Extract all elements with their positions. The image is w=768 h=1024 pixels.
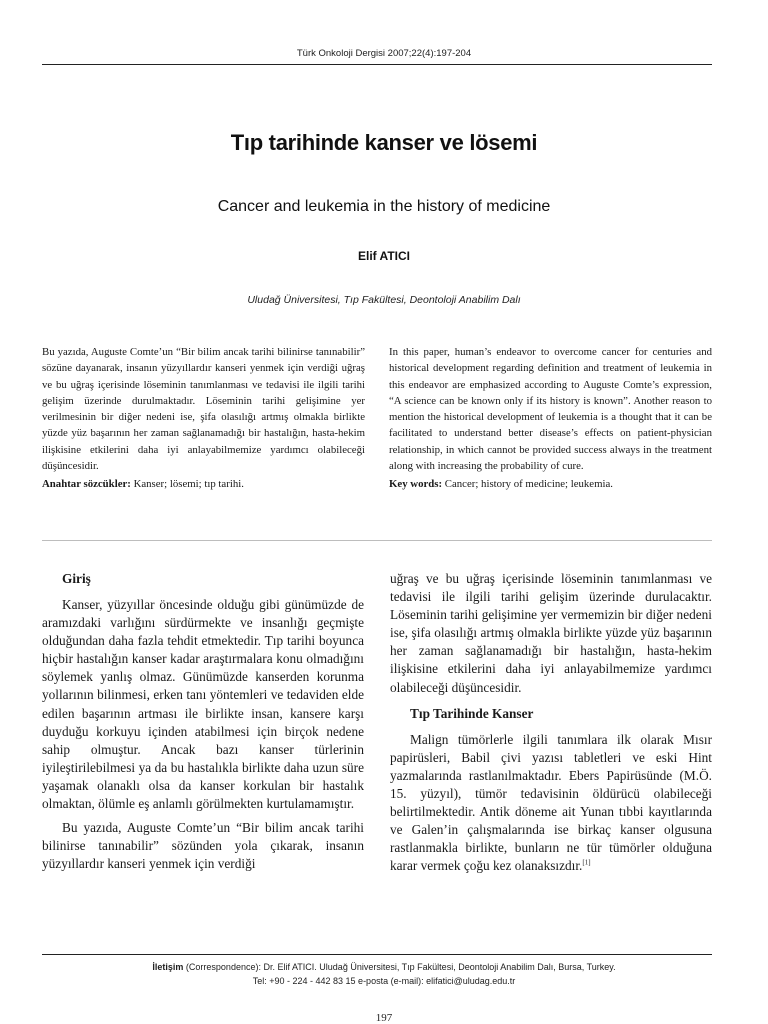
keywords-turkish-label: Anahtar sözcükler: (42, 478, 131, 491)
body-column-left (42, 570, 364, 873)
body-paragraph-3-text: Malign tümörlerle ilgili tanımlara ilk olarak Mısır papirüsleri, Babil çivi yazısı tabletleri ve eski Hint yazmalarında rastlanılmaktadır. Ebers Papirüsünde (M.Ö. 15. yüzyıl), tümör tedavisinin öldürücü olabileceği belirtilmektedir. Antik döneme ait Yunan tıbbi kayıtlarında ve Galen’in çalışmalarında ise birkaç kanser olgusuna rastlanmakla birlikte, bunların ne tür tümörler olduğuna karar vermek çoğu kez olanaksızdır. (390, 731, 712, 874)
body-paragraph-2: Bu yazıda, Auguste Comte’un “Bir bilim ancak tarihi bilinirse tanınabilir” sözünden yola çıkarak, insanın yüzyıllardır kanseri yenmek için verdiği (42, 820, 364, 872)
author-name: Elif ATICI (358, 249, 410, 263)
header-rule (42, 64, 712, 65)
section-heading-history: Tıp Tarihinde Kanser (410, 705, 534, 721)
author-affiliation: Uludağ Üniversitesi, Tıp Fakültesi, Deontoloji Anabilim Dalı (247, 294, 521, 306)
footer-rule (42, 954, 712, 955)
abstract-english (389, 344, 712, 493)
correspondence-text: (Correspondence): Dr. Elif ATICI. Uludağ Üniversitesi, Tıp Fakültesi, Deontoloji Anabilim Dalı, Bursa, Turkey. (183, 962, 616, 972)
abstract-turkish-text: Bu yazıda, Auguste Comte’un “Bir bilim ancak tarihi bilinirse tanınabilir” sözüne dayanarak, insanın yüzyıllardır kanseri yenmek için verdiği uğraş ve bu uğraş içerisinde löseminin tanımlanması ve tedavisi ile ilgili tarihi gelişim üzerinde durulmaktadır. Löseminin tarihi gelişimine yer verilmesinin bir diğer nedeni ise, şifa olasılığı artmış olmakla birlikte yüzde yüz başarının her zaman sağlanamadığı bir hastalığın, hasta-hekim ilişkisine etkilerini daha iyi anlayabilmemize yardımcı olabileceği düşüncesidir. (42, 346, 365, 473)
abstract-divider (42, 540, 712, 541)
article-subtitle: Cancer and leukemia in the history of medicine (217, 198, 551, 215)
body-paragraph-2-continued: uğraş ve bu uğraş içerisinde löseminin tanımlanması ve tedavisi ile ilgili tarihi gelişim üzerinde durulacaktır. Löseminin tarihi gelişimine yer vermemizin bir diğer nedeni ise, şifa olasılığı artmış olmakla birlikte yüzde yüz başarının her zaman sağlanamadığı bir hastalığın, hasta-hekim ilişkisine etkilerini daha iyi anlayabilmemize yardımcı olabileceği düşüncesidir. (390, 571, 712, 695)
page-number: 197 (375, 1012, 393, 1024)
contact-line: Tel: +90 - 224 - 442 83 15 e-posta (e-mail): elifatici@uludag.edu.tr (252, 976, 516, 986)
running-head: Türk Onkoloji Dergisi 2007;22(4):197-204 (296, 48, 472, 59)
body-column-right (390, 570, 712, 875)
article-title: Tıp tarihinde kanser ve lösemi (230, 130, 538, 155)
keywords-turkish (42, 476, 365, 492)
abstract-english-text: In this paper, human’s endeavor to overcome cancer for centuries and historical development regarding definition and treatment of leukemia in this endeavor are emphasized according to Auguste Comte’s expression, “A science can be known only if its history is known”. Another reason to mention the historical development of leukemia is a thought that it can be facilitated to understand better disease’s effects on patient-physician relationship, in which cannot be provided success always in the treatment along with increasing the probability of cure. (389, 346, 712, 473)
keywords-english (389, 476, 712, 492)
keywords-english-label: Key words: (389, 478, 443, 491)
keywords-english-values: Cancer; history of medicine; leukemia. (442, 478, 613, 491)
reference-citation[interactable]: [1] (582, 858, 591, 867)
body-paragraph-1: Kanser, yüzyıllar öncesinde olduğu gibi günümüzde de aramızdaki varlığını sürdürmekte ve insanlığı geçmişte olduğundan daha fazla tehdit etmektedir. Tıp tarihi boyunca hiçbir hastalığın kanser kadar araştırmalara konu olmadığını söylemek yanlış olmaz. Günümüzde kanserden korunma yollarının bilinmesi, erken tanı yöntemleri ve tedaviden elde edilen başarının artması ile birlikte insan, kansere karşı duyduğu korkuyu içinden atabilmesi için birçok nedene sahip olmuştur. Ancak bazı kanser türlerinin iyileştirilebilmesi ya da bu hastalıkla birlikte daha uzun süre yaşamak olanaklı olsa da kanser korkulan bir hastalık olmaktan, ölümle eş anlamlı görülmekten kurtulamamıştır. (42, 597, 364, 812)
correspondence-line (0, 962, 768, 972)
keywords-turkish-values: Kanser; lösemi; tıp tarihi. (130, 478, 244, 491)
body-paragraph-3 (390, 731, 712, 876)
correspondence-label: İletişim (152, 962, 184, 972)
section-heading-intro: Giriş (62, 571, 91, 586)
abstract-turkish (42, 344, 365, 493)
